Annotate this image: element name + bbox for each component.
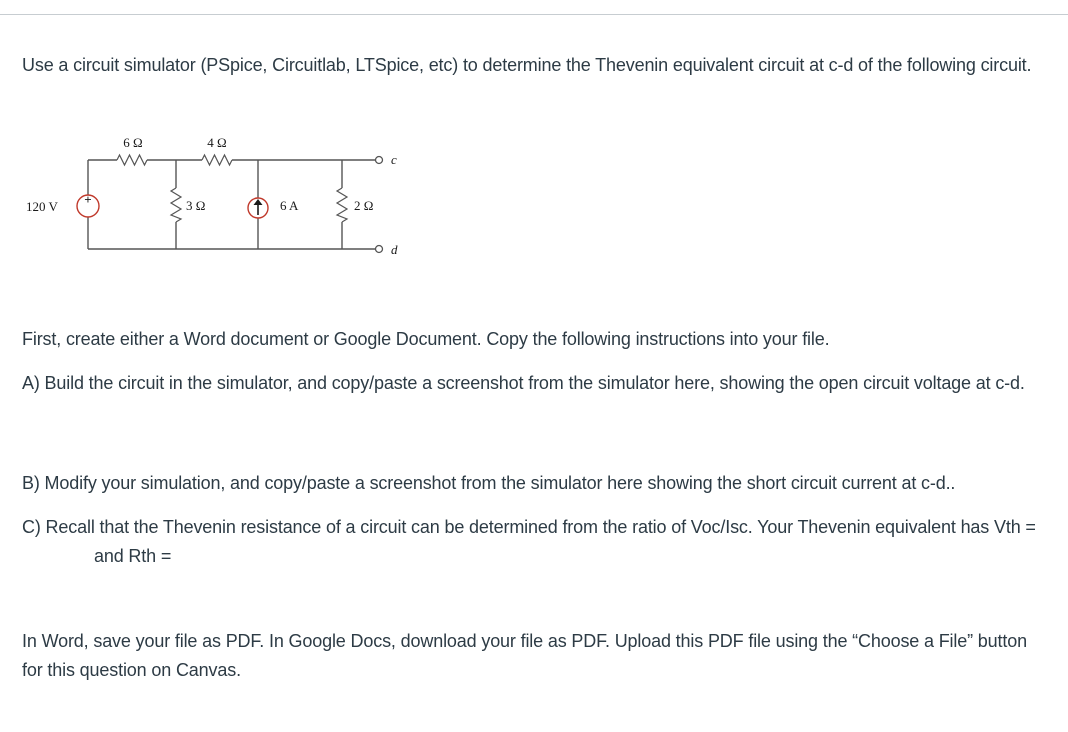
part-c-rth-text: and Rth = [94, 546, 172, 566]
intro-paragraph: Use a circuit simulator (PSpice, Circuitlab, LTSpice, etc) to determine the Thevenin equivalent circuit at c-d of the following circuit. [22, 55, 1032, 75]
label-3ohm: 3 Ω [186, 198, 206, 213]
part-b-paragraph: B) Modify your simulation, and copy/paste a screenshot from the simulator here showing the short circuit current at c-d.. [22, 473, 956, 493]
circuit-diagram [20, 128, 420, 268]
terminal-d-node [376, 246, 383, 253]
resistor-3ohm [171, 188, 181, 222]
label-4ohm: 4 Ω [207, 135, 227, 150]
label-6a: 6 A [280, 198, 299, 213]
resistor-4ohm [202, 155, 232, 165]
part-a-paragraph: A) Build the circuit in the simulator, and copy/paste a screenshot from the simulator here, showing the open circuit voltage at c-d. [22, 373, 1025, 393]
label-2ohm: 2 Ω [354, 198, 374, 213]
resistor-2ohm [337, 188, 347, 222]
terminal-c-label: c [391, 152, 397, 167]
terminal-c-node [376, 157, 383, 164]
label-6ohm: 6 Ω [123, 135, 143, 150]
top-divider [0, 14, 1068, 15]
part-c-paragraph [22, 513, 1042, 571]
part-c-main-text: C) Recall that the Thevenin resistance of a circuit can be determined from the ratio of Voc/Isc. Your Thevenin equivalent has Vth = [22, 517, 1036, 537]
terminal-d-label: d [391, 242, 398, 257]
voltage-source-label: 120 V [26, 199, 58, 214]
instructions-intro-paragraph: First, create either a Word document or Google Document. Copy the following instructions into your file. [22, 329, 830, 349]
resistor-6ohm [117, 155, 147, 165]
circuit-svg [20, 128, 420, 268]
current-source-arrowhead-icon [254, 199, 263, 205]
upload-instructions-paragraph: In Word, save your file as PDF. In Google Docs, download your file as PDF. Upload this PDF file using the “Choose a File” button for this question on Canvas. [22, 631, 1027, 680]
voltage-source-plus: + [84, 192, 92, 207]
